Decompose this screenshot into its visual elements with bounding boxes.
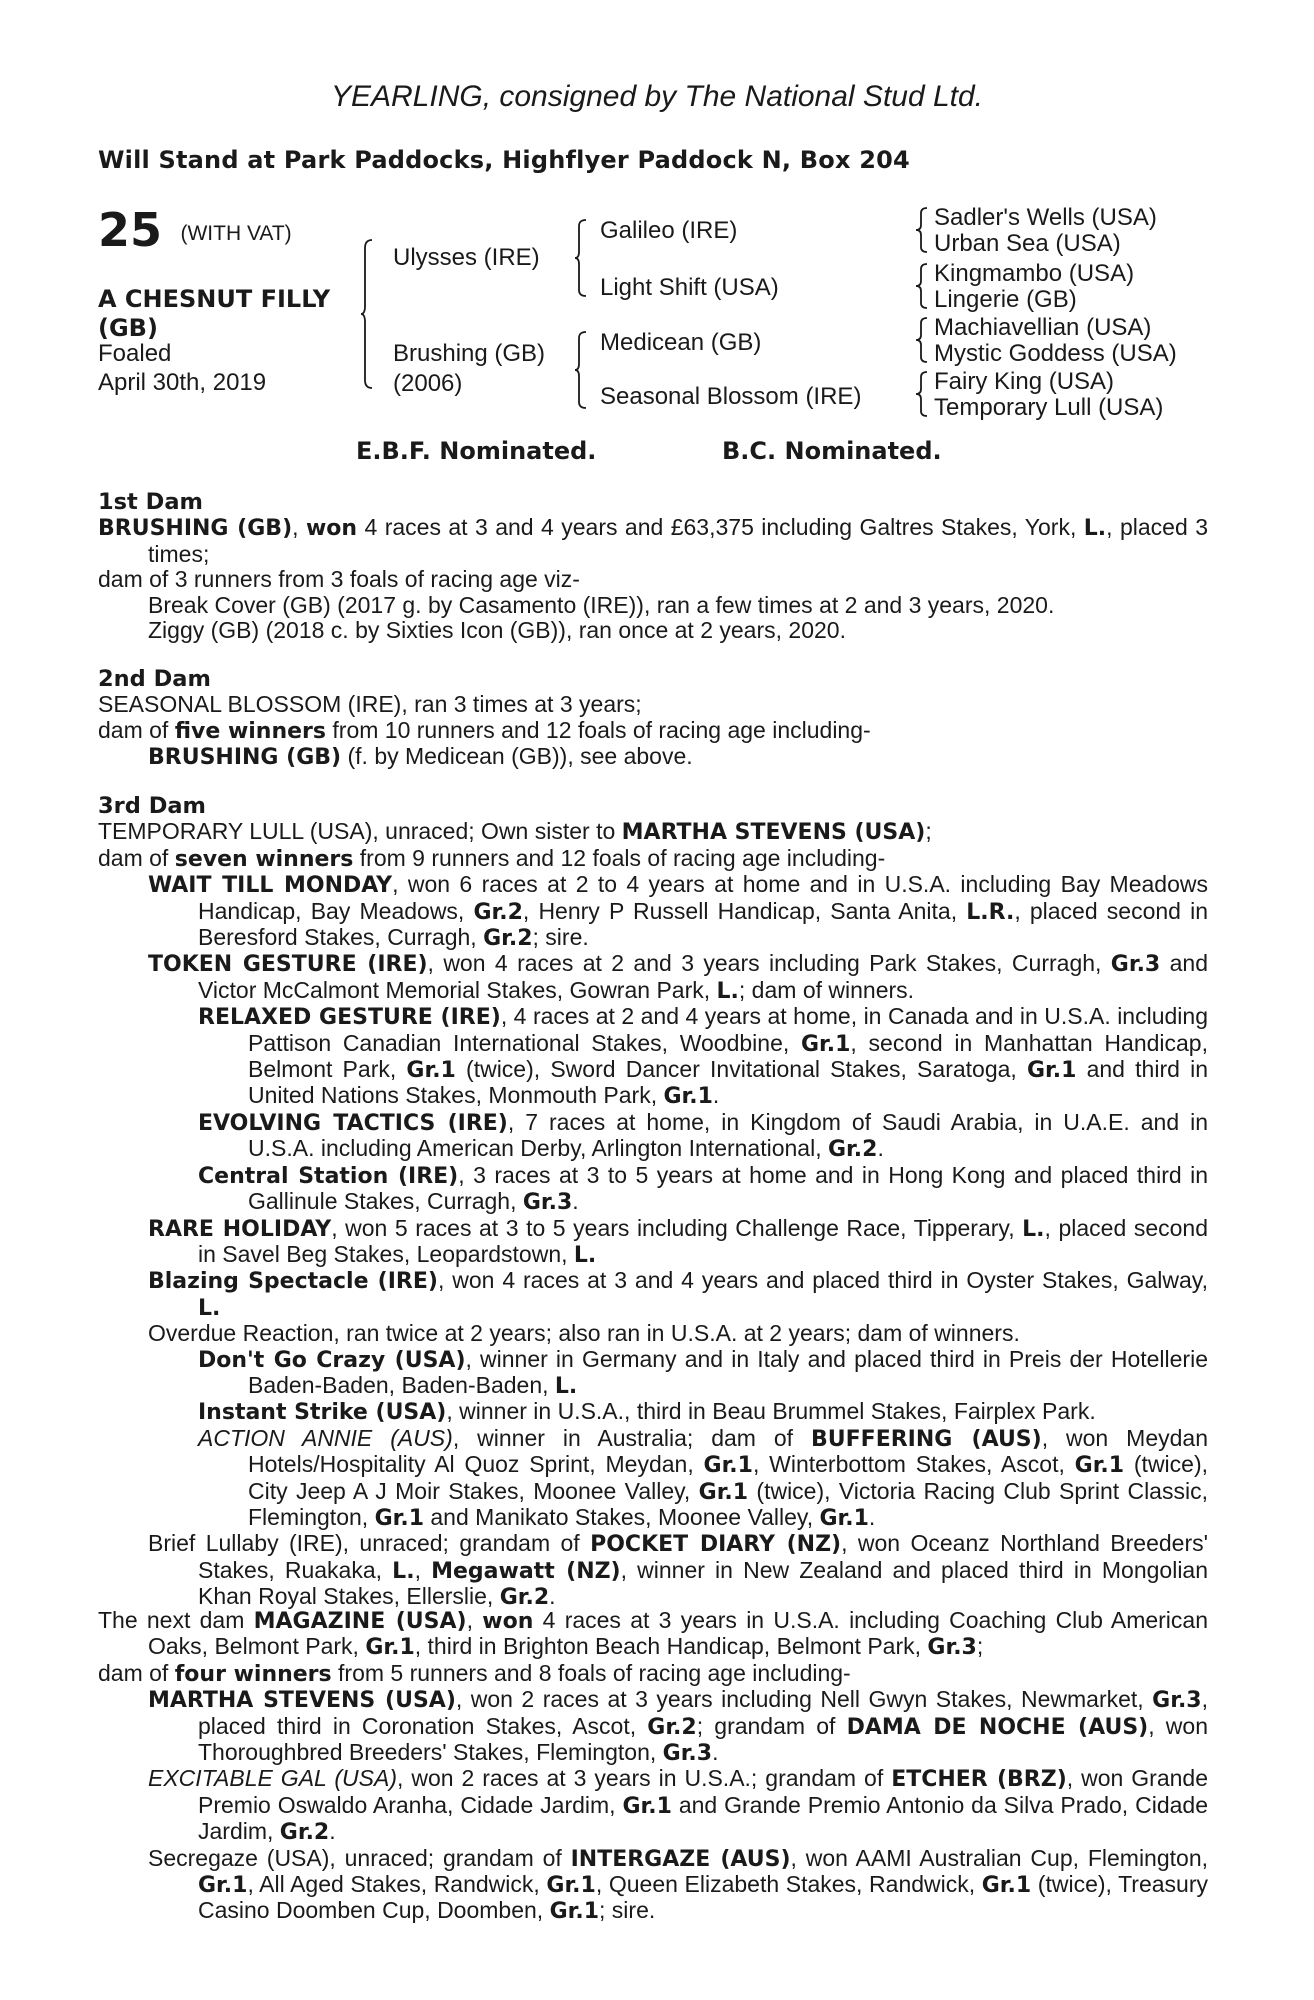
horse-name: DAMA DE NOCHE (AUS): [846, 1714, 1149, 1740]
horse-name: Megawatt (NZ): [431, 1558, 621, 1584]
horse-name: ACTION ANNIE (AUS): [198, 1424, 453, 1451]
race-grade: Gr.1: [1026, 1058, 1077, 1084]
horse-name: BRUSHING (GB): [98, 516, 293, 542]
pedigree-g3-item: Urban Sea (USA): [934, 230, 1121, 257]
produce-summary: [98, 1661, 1208, 1687]
pedigree-g3-item: Sadler's Wells (USA): [934, 204, 1157, 231]
text: .: [877, 1135, 884, 1162]
race-grade: Gr.3: [522, 1190, 573, 1216]
text: from 10 runners and 12 foals of racing age including-: [326, 716, 871, 743]
won-word: won: [482, 1609, 534, 1634]
pedigree-g3-item: Temporary Lull (USA): [934, 394, 1164, 421]
text: and Manikato Stakes, Moonee Valley,: [424, 1503, 820, 1530]
text: Secregaze (USA), unraced; grandam of: [148, 1844, 571, 1871]
produce-entry: Ziggy (GB) (2018 c. by Sixties Icon (GB)), ran once at 2 years, 2020.: [148, 617, 846, 644]
race-grade: Gr.3: [1152, 1688, 1202, 1714]
pedigree-g3-item: Machiavellian (USA): [934, 314, 1152, 341]
winners-count: seven winners: [174, 846, 354, 872]
pedigree-g3-item: Fairy King (USA): [934, 368, 1115, 395]
produce-entry: [98, 1347, 1208, 1400]
text: , 7 races at home, in Kingdom of Saudi Arabia, in U.A.E. and in U.S.A. including American Derby, Arlington International,: [248, 1108, 1208, 1162]
produce-summary: dam of 3 runners from 3 foals of racing age viz-: [98, 566, 580, 593]
text: ; grandam of: [696, 1712, 847, 1739]
horse-name: POCKET DIARY (NZ): [590, 1532, 842, 1558]
race-grade: Gr.2: [828, 1137, 878, 1163]
horse-name: EXCITABLE GAL (USA): [148, 1765, 397, 1792]
text: , winner in Australia; dam of: [452, 1424, 812, 1451]
race-grade: L.: [198, 1295, 221, 1321]
text: ;: [976, 1633, 984, 1660]
text: ,: [414, 1556, 432, 1583]
produce-entry: [98, 1163, 1208, 1216]
foaled-date: April 30th, 2019: [98, 369, 267, 396]
third-dam-section: [98, 794, 1208, 1611]
text: ; dam of winners.: [738, 976, 915, 1003]
winners-count: four winners: [174, 1661, 332, 1687]
text: , placed second in Savel Beg Stakes, Leopardstown,: [198, 1214, 1208, 1267]
text: (twice), Sword Dancer Invitational Stakes, Saratoga,: [455, 1056, 1027, 1083]
text: , Queen Elizabeth Stakes, Randwick,: [595, 1871, 982, 1898]
horse-name: Central Station (IRE): [198, 1163, 459, 1189]
horse-name: MARTHA STEVENS (USA): [621, 820, 926, 846]
pedigree-g3-item: Lingerie (GB): [934, 286, 1077, 313]
text: , placed 3 times;: [148, 514, 1208, 567]
text: .: [329, 1818, 336, 1845]
text: , placed second in Beresford Stakes, Curragh,: [198, 897, 1209, 951]
race-grade: L.R.: [966, 899, 1015, 925]
lot-number: 25: [98, 203, 163, 257]
text: 4 races at 3 and 4 years and £63,375 including Galtres Stakes, York,: [357, 514, 1084, 541]
pedigree-dam-dam: Seasonal Blossom (IRE): [600, 383, 862, 410]
race-grade: Gr.1: [800, 1031, 851, 1057]
dam-record: [98, 819, 1208, 845]
race-grade: L.: [554, 1373, 578, 1399]
horse-name: BUFFERING (AUS): [811, 1426, 1042, 1452]
pedigree-brace-dam: [574, 330, 588, 410]
pedigree-g3-item: Mystic Goddess (USA): [934, 340, 1177, 367]
race-grade: Gr.1: [663, 1084, 713, 1110]
text: ,: [466, 1607, 483, 1633]
produce-entry: [98, 1004, 1208, 1110]
lot-description-line2: (GB): [98, 314, 158, 342]
race-grade: L.: [573, 1242, 597, 1268]
horse-name: WAIT TILL MONDAY: [148, 873, 393, 899]
race-grade: Gr.2: [279, 1820, 330, 1846]
text: and Victor McCalmont Memorial Stakes, Gowran Park,: [198, 950, 1208, 1003]
text: , won Meydan Hotels/Hospitality Al Quoz Sprint, Meydan,: [248, 1424, 1208, 1478]
produce-entry: [98, 872, 1208, 951]
pedigree-sire: Ulysses (IRE): [393, 244, 540, 271]
text: ;: [925, 818, 932, 845]
lot-vat: (WITH VAT): [180, 222, 292, 245]
text: , third in Brighton Beach Handicap, Belmont Park,: [414, 1633, 928, 1660]
pedigree-brace-g3-3: [915, 316, 929, 364]
pedigree-brace-gen1: [360, 238, 374, 390]
produce-entry: [98, 1426, 1208, 1532]
race-grade: Gr.1: [546, 1873, 596, 1899]
winners-count: five winners: [174, 718, 327, 744]
produce-entry: [98, 744, 1208, 770]
second-dam-section: [98, 667, 1208, 771]
race-grade: L.: [1083, 516, 1107, 542]
text: , winner in Germany and in Italy and placed third in Preis der Hotellerie Baden-Baden, Baden-Baden,: [248, 1345, 1208, 1398]
pedigree-brace-sire: [574, 218, 588, 298]
foaled-label: Foaled: [98, 340, 172, 367]
text: , won 5 races at 3 to 5 years including Challenge Race, Tipperary,: [331, 1214, 1023, 1241]
text: ; sire.: [599, 1897, 656, 1924]
stand-location: Will Stand at Park Paddocks, Highflyer Paddock N, Box 204: [98, 146, 910, 174]
horse-name: Instant Strike (USA): [198, 1400, 447, 1426]
text: , winner in U.S.A., third in Beau Brummel Stakes, Fairplex Park.: [446, 1398, 1096, 1425]
text: dam of: [98, 1659, 175, 1686]
text: (twice), Victoria Racing Club Sprint Classic, Flemington,: [248, 1477, 1208, 1530]
text: , won Thoroughbred Breeders' Stakes, Flemington,: [198, 1712, 1208, 1766]
race-grade: L.: [716, 978, 739, 1004]
text: , won Oceanz Northland Breeders' Stakes, Ruakaka,: [198, 1530, 1208, 1583]
race-grade: Gr.1: [698, 1479, 749, 1505]
text: , won 6 races at 2 to 4 years at home and in U.S.A. including Bay Meadows Handicap, Bay Meadows,: [198, 871, 1208, 924]
text: .: [572, 1188, 579, 1215]
pedigree-sire-sire: Galileo (IRE): [600, 217, 738, 244]
first-dam-section: [98, 490, 1208, 643]
produce-entry: [98, 1531, 1208, 1610]
produce-entry: [98, 1846, 1208, 1925]
pedigree-brace-g3-4: [915, 370, 929, 418]
race-grade: L.: [392, 1558, 415, 1584]
race-grade: Gr.3: [927, 1635, 977, 1661]
text: ; sire.: [532, 924, 589, 951]
text: and Grande Premio Antonio da Silva Prado, Cidade Jardim,: [198, 1791, 1208, 1845]
produce-entry: [98, 1268, 1208, 1321]
section-heading: 3rd Dam: [98, 793, 206, 819]
text: , won 4 races at 3 and 4 years and placed third in Oyster Stakes, Galway,: [437, 1267, 1208, 1294]
race-grade: Gr.1: [549, 1899, 600, 1925]
text: , won 2 races at 3 years in U.S.A.; grandam of: [397, 1765, 892, 1792]
dam-record: SEASONAL BLOSSOM (IRE), ran 3 times at 3 years;: [98, 691, 642, 718]
produce-entry: Overdue Reaction, ran twice at 2 years; also ran in U.S.A. at 2 years; dam of winners.: [148, 1320, 1020, 1347]
race-grade: Gr.1: [819, 1505, 869, 1531]
horse-name: RELAXED GESTURE (IRE): [198, 1005, 501, 1031]
race-grade: Gr.2: [647, 1714, 697, 1740]
race-grade: L.: [1022, 1216, 1045, 1242]
lot-description-line1: A CHESNUT FILLY: [98, 285, 331, 313]
text: TEMPORARY LULL (USA), unraced; Own sister to: [98, 818, 622, 845]
produce-entry: [98, 1110, 1208, 1163]
text: .: [549, 1583, 556, 1610]
horse-name: Blazing Spectacle (IRE): [148, 1269, 438, 1295]
horse-name: Don't Go Crazy (USA): [198, 1347, 466, 1373]
horse-name: RARE HOLIDAY: [148, 1216, 332, 1242]
race-grade: Gr.1: [365, 1635, 415, 1661]
pedigree-dam-year: (2006): [393, 370, 463, 397]
pedigree-brace-g3-2: [915, 262, 929, 310]
text: , won Grande Premio Oswaldo Aranha, Cidade Jardim,: [198, 1765, 1208, 1818]
race-grade: Gr.2: [473, 899, 523, 925]
text: 4 races at 3 years in U.S.A. including Coaching Club American Oaks, Belmont Park,: [148, 1607, 1209, 1660]
race-grade: Gr.2: [499, 1585, 550, 1611]
produce-summary: [98, 846, 1208, 872]
produce-entry: Break Cover (GB) (2017 g. by Casamento (IRE)), ran a few times at 2 and 3 years, 2020.: [148, 591, 1055, 618]
produce-entry: [98, 1399, 1208, 1425]
text: .: [868, 1503, 876, 1530]
section-heading: 1st Dam: [98, 489, 203, 515]
text: (twice), City Jeep A J Moir Stakes, Moonee Valley,: [248, 1451, 1208, 1504]
horse-name: MAGAZINE (USA): [253, 1609, 467, 1634]
race-grade: Gr.1: [406, 1058, 456, 1084]
race-grade: Gr.1: [703, 1453, 753, 1479]
text: (f. by Medicean (GB)), see above.: [341, 743, 693, 770]
foaled-info: [98, 339, 266, 397]
text: ,: [292, 514, 306, 541]
produce-entry: [98, 1216, 1208, 1269]
won-word: won: [305, 516, 358, 542]
horse-name: BRUSHING (GB): [148, 745, 342, 771]
consignment-title: YEARLING, consigned by The National Stud Ltd.: [330, 80, 984, 113]
race-grade: Gr.1: [1074, 1453, 1125, 1479]
text: , Henry P Russell Handicap, Santa Anita,: [522, 897, 967, 924]
text: The next dam: [98, 1607, 254, 1633]
text: , All Aged Stakes, Randwick,: [247, 1871, 547, 1898]
text: from 9 runners and 12 foals of racing age including-: [353, 844, 886, 871]
pedigree-dam-sire: Medicean (GB): [600, 329, 762, 356]
horse-name: TOKEN GESTURE (IRE): [148, 952, 428, 978]
pedigree-dam: Brushing (GB): [393, 340, 546, 367]
ebf-nominated: E.B.F. Nominated.: [356, 437, 597, 465]
text: , winner in New Zealand and placed third in Mongolian Khan Royal Stakes, Ellerslie,: [198, 1556, 1209, 1610]
horse-name: ETCHER (BRZ): [891, 1767, 1067, 1793]
lot-heading: [98, 203, 292, 257]
text: dam of: [98, 844, 175, 871]
race-grade: Gr.1: [198, 1873, 248, 1899]
produce-entry: [98, 951, 1208, 1004]
pedigree-g3-item: Kingmambo (USA): [934, 260, 1135, 287]
text: , won 4 races at 2 and 3 years including Park Stakes, Curragh,: [427, 950, 1111, 977]
race-grade: Gr.1: [981, 1873, 1032, 1899]
dam-record: [98, 515, 1208, 567]
dam-record: [98, 1608, 1208, 1661]
lot-description: [98, 285, 330, 343]
section-heading: 2nd Dam: [98, 666, 211, 692]
text: , 4 races at 2 and 4 years at home, in Canada and in U.S.A. including Pattison Canadian International Stakes, Woodbine,: [248, 1003, 1208, 1056]
produce-entry: [98, 1687, 1208, 1766]
text: , won AAMI Australian Cup, Flemington,: [790, 1844, 1209, 1871]
produce-summary: [98, 718, 1208, 744]
text: from 5 runners and 8 foals of racing age including-: [331, 1659, 851, 1686]
horse-name: MARTHA STEVENS (USA): [148, 1688, 456, 1714]
text: , won 2 races at 3 years including Nell Gwyn Stakes, Newmarket,: [455, 1686, 1153, 1713]
pedigree-sire-dam: Light Shift (USA): [600, 274, 779, 301]
text: , Winterbottom Stakes, Ascot,: [752, 1451, 1075, 1478]
race-grade: Gr.1: [374, 1505, 424, 1531]
text: Brief Lullaby (IRE), unraced; grandam of: [148, 1530, 591, 1557]
race-grade: Gr.1: [622, 1793, 672, 1819]
text: , placed third in Coronation Stakes, Ascot,: [198, 1686, 1208, 1739]
bc-nominated: B.C. Nominated.: [722, 437, 942, 465]
text: dam of: [98, 716, 175, 743]
text: and third in United Nations Stakes, Monmouth Park,: [248, 1056, 1208, 1109]
text: , 3 races at 3 to 5 years at home and in Hong Kong and placed third in Gallinule Stakes, Curragh,: [248, 1161, 1208, 1215]
horse-name: INTERGAZE (AUS): [570, 1846, 791, 1872]
text: , second in Manhattan Handicap, Belmont Park,: [248, 1029, 1208, 1083]
race-grade: Gr.3: [1110, 952, 1161, 978]
text: (twice), Treasury Casino Doomben Cup, Doomben,: [198, 1871, 1208, 1924]
race-grade: Gr.2: [483, 926, 533, 952]
next-dam-section: [98, 1608, 1208, 1925]
race-grade: Gr.3: [662, 1741, 713, 1767]
pedigree-brace-g3-1: [915, 206, 929, 254]
horse-name: EVOLVING TACTICS (IRE): [198, 1110, 508, 1136]
text: .: [712, 1082, 720, 1109]
text: .: [712, 1739, 719, 1766]
produce-entry: [98, 1766, 1208, 1845]
